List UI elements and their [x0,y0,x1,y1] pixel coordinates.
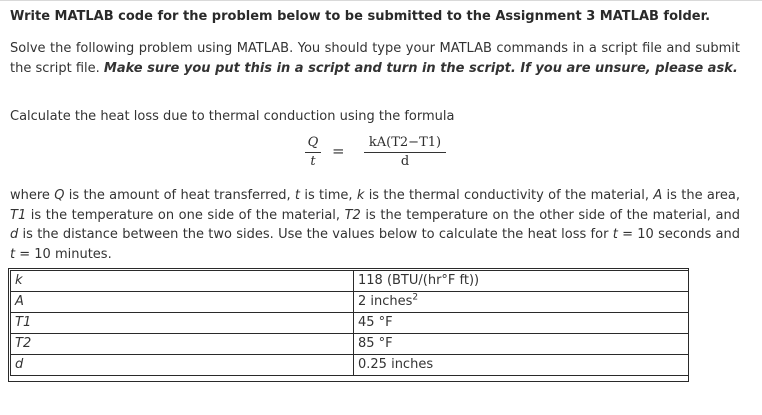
desc-text: is the temperature on one side of the material, [26,207,345,223]
instructions-text: Solve the following problem using MATLAB. You should type your MATLAB commands in a script file and submit the script file. [10,41,740,76]
variable-cell: A [11,292,354,313]
desc-text: is the thermal conductivity of the material, [364,188,654,203]
value-cell [354,292,689,313]
value-superscript: 2 [412,292,419,303]
value-cell [354,334,689,355]
variable-cell: k [11,271,354,292]
table-row [11,271,689,292]
value-cell [354,313,689,334]
desc-var-d: d [10,227,19,242]
value-text: 85 °F [358,336,393,351]
lhs-denominator: t [310,154,316,169]
table-row [11,313,689,334]
value-text: 45 °F [358,315,393,330]
desc-var-t: t [612,227,618,242]
value-text: 118 (BTU/(hr°F ft)) [358,273,480,288]
desc-var-k: k [356,188,365,203]
value-cell [354,355,689,376]
instructions-paragraph [10,39,740,78]
value-text: 0.25 inches [358,357,434,372]
desc-var-a: A [653,188,663,203]
values-table [10,270,689,376]
desc-text: = 10 seconds and [617,227,740,242]
rhs-fraction [364,135,446,170]
formula-intro: Calculate the heat loss due to thermal conduction using the formula [10,109,455,124]
value-cell [354,271,689,292]
desc-var-q: Q [54,188,65,203]
lhs-fraction-bar [305,152,321,153]
equals-sign: = [332,142,345,160]
variable-cell: T1 [11,313,354,334]
desc-text: is the temperature on the other side of the material, and [360,207,741,223]
variable-description [10,186,740,264]
desc-var-t: t [294,188,301,203]
instructions-emphasis: Make sure you put this in a script and turn in the script. If you are unsure, please ask. [103,60,738,76]
desc-text: where [10,188,55,203]
desc-var-t: t [10,246,16,262]
variable-cell: T2 [11,334,354,355]
desc-text: is the distance between the two sides. Use the values below to calculate the heat loss for [18,227,613,242]
variable-cell: d [11,355,354,376]
assignment-heading: Write MATLAB code for the problem below to be submitted to the Assignment 3 MATLAB folder. [10,9,711,24]
desc-text: is the amount of heat transferred, [64,188,295,203]
desc-text: is the area, [662,188,741,203]
rhs-numerator: kA(T2−T1) [368,135,442,150]
heat-loss-formula [305,135,465,177]
desc-text: is time, [300,188,357,203]
table-row [11,334,689,355]
desc-text: = 10 minutes. [15,246,112,262]
rhs-fraction-bar [364,152,446,153]
desc-var-t1: T1 [10,207,27,223]
desc-var-t2: T2 [344,207,361,223]
lhs-numerator: Q [307,135,319,150]
rhs-denominator: d [400,154,410,169]
table-row [11,355,689,376]
lhs-fraction [305,135,321,170]
table-row [11,292,689,313]
value-text: 2 inches [358,294,413,309]
